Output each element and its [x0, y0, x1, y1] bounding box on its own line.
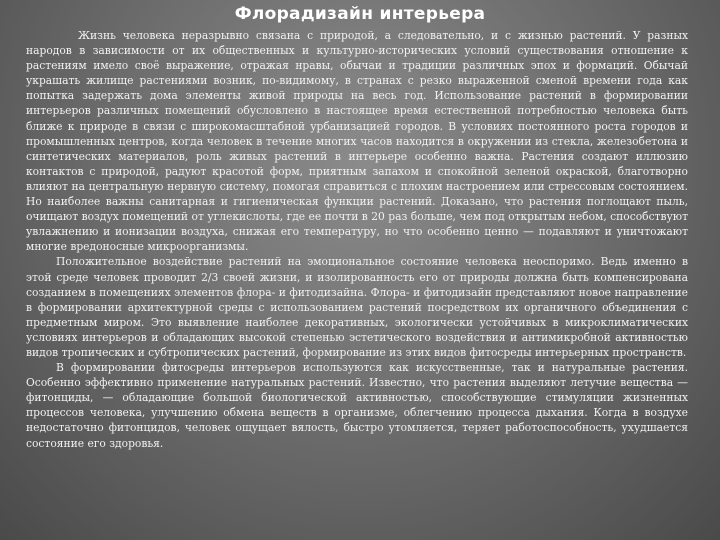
slide-title: Флорадизайн интерьера: [234, 4, 486, 24]
paragraph-1: Жизнь человека неразрывно связана с природой, а следовательно, и с жизнью растений. У разных народов в зависимости от их общественных и культурно-исторических условий существования отношение к растениям имело своё выражение, отражая нравы, обычаи и традиции различных эпох и формаций. Обычай украшать жилище растениями возник, по-видимому, в странах с резко выраженной сменой времени года как попытка задержать дома элементы живой природы на весь год. Использование растений в формировании интерьеров различных помещений обусловлено в настоящее время естественной потребностью человека быть ближе к природе в связи с широкомасштабной урбанизацией городов. В условиях постоянного роста городов и промышленных центров, когда человек в течение многих часов находится в окружении из стекла, железобетона и синтетических материалов, роль живых растений в интерьере особенно важна. Растения создают иллюзию контактов с природой, радуют красотой форм, приятным запахом и спокойной зеленой окраской, благотворно влияют на центральную нервную систему, помогая справиться с плохим настроением или стрессовым состоянием. Но наиболее важны санитарная и гигиеническая функции растений. Доказано, что растения поглощают пыль, очищают воздух помещений от углекислоты, где ее почти в 20 раз больше, чем под открытым небом, способствуют увлажнению и ионизации воздуха, снижая его температуру, но что особенно ценно — подавляют и уничтожают многие вредоносные микроорганизмы.: [26, 29, 688, 254]
body-text: [26, 28, 688, 451]
paragraph-3: В формировании фитосреды интерьеров используются как искусственные, так и натуральные растения. Особенно эффективно применение натуральных растений. Известно, что растения выделяют летучие вещества — фитонциды, — обладающие большой биологической активностью, способствующие стимуляции жизненных процессов человека, улучшению обмена веществ в организме, облегчению процесса дыхания. Когда в воздухе недостаточно фитонцидов, человек ощущает вялость, быстро утомляется, теряет работоспособность, ухудшается состояние его здоровья.: [26, 361, 688, 450]
paragraph-2: Положительное воздействие растений на эмоциональное состояние человека неоспоримо. Ведь именно в этой среде человек проводит 2/3 своей жизни, и изолированность его от природы должна быть компенсирована созданием в помещениях элементов флора- и фитодизайна. Флора- и фитодизайн представляют новое направление в формировании архитектурной среды с использованием растений посредством их органичного объединения с предметным миром. Это выявление наиболее декоративных, экологически устойчивых в микроклиматических условиях интерьеров и обладающих высокой степенью эстетического воздействия и антимикробной активностью видов тропических и субтропических растений, формирование из этих видов фитосреды интерьерных пространств.: [26, 255, 688, 359]
